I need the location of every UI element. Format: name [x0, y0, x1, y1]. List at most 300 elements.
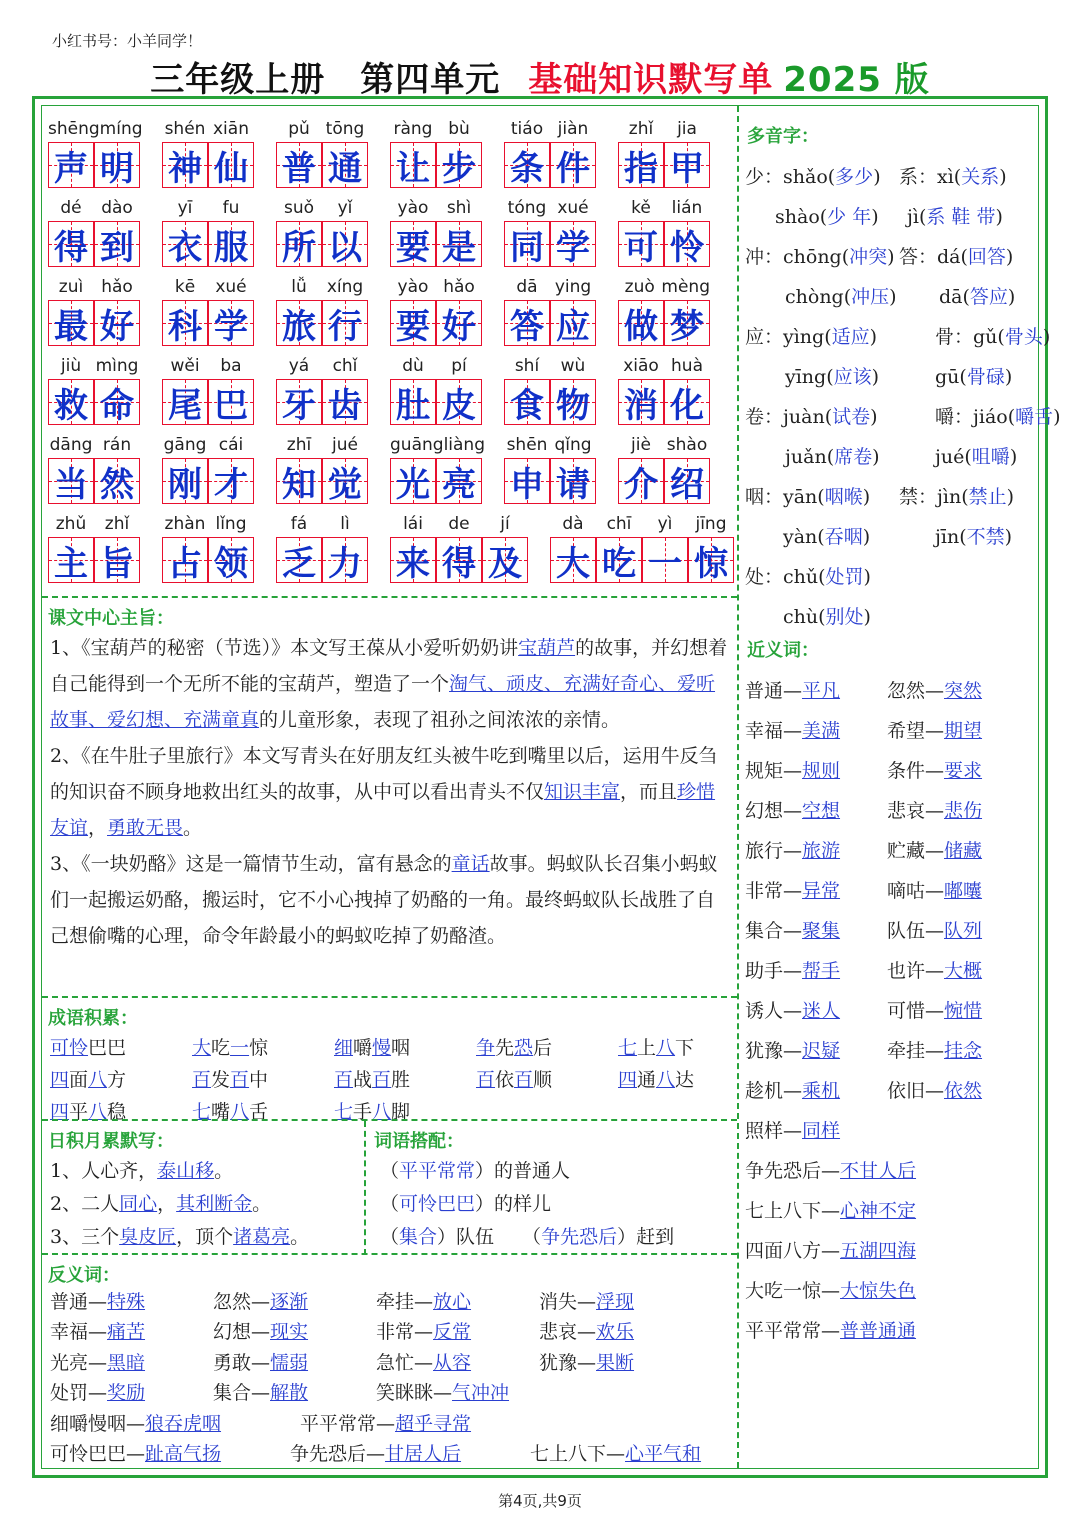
hanzi: 答 [510, 306, 544, 347]
poly-label: 骨：gǔ( [935, 326, 1005, 348]
char-box [276, 221, 322, 267]
poly-label: 卷：juàn( [745, 406, 833, 428]
idiom-part: 战 [353, 1068, 373, 1091]
char-box [436, 458, 482, 504]
word-boxes [48, 300, 140, 346]
poly-item [783, 522, 870, 549]
theme-section [42, 596, 737, 996]
idiom-part: 百 [476, 1068, 496, 1091]
poly-label: 系：xì( [899, 166, 962, 188]
word-pinyin [162, 277, 254, 297]
synonym-answer: 空想 [802, 800, 841, 822]
word-pinyin [504, 435, 596, 455]
poly-label: shào( [775, 206, 828, 228]
pinyin-syllable: zhǐ [104, 514, 130, 534]
poly-item [745, 322, 877, 349]
poly-close: ) [1004, 366, 1013, 388]
char-box [94, 379, 140, 425]
idiom-part: 先 [495, 1036, 515, 1059]
theme-paragraph [50, 846, 730, 954]
theme-text [50, 630, 730, 954]
char-box [550, 300, 596, 346]
synonym-answer: 惋惜 [944, 1000, 983, 1022]
poly-label: dā( [939, 286, 970, 308]
synonym-answer: 普普通通 [840, 1320, 917, 1342]
word-boxes [48, 142, 140, 188]
poly-label: 处：chǔ( [745, 566, 826, 588]
idiom-part: 胜 [391, 1068, 411, 1091]
word-pinyin [48, 356, 140, 376]
hanzi: 当 [54, 464, 88, 505]
antonym-pair [50, 1378, 145, 1405]
word-cell [276, 264, 368, 350]
antonym-word: 七上八下— [530, 1443, 626, 1466]
char-box [94, 458, 140, 504]
idiom [50, 1033, 192, 1060]
word-boxes [618, 300, 710, 346]
synonym-answer: 突然 [944, 680, 983, 702]
idiom-part: 八 [88, 1100, 108, 1123]
pinyin-syllable: shí [514, 356, 540, 376]
synonym-answer: 迟疑 [802, 1040, 841, 1062]
char-box [48, 142, 94, 188]
synonym-word: 趁机— [745, 1080, 803, 1102]
theme-segment: 。 [183, 817, 203, 839]
daily-part: 同心 [119, 1193, 158, 1215]
poly-label: jì( [907, 206, 927, 228]
daily-part: 诸葛亮 [233, 1226, 291, 1248]
char-box [390, 142, 436, 188]
hanzi: 衣 [168, 227, 202, 268]
idiom-part: 中 [249, 1068, 269, 1091]
synonym-word: 悲哀— [887, 800, 945, 822]
hanzi: 巴 [214, 385, 248, 426]
char-box [504, 142, 550, 188]
antonym-word: 细嚼慢咽— [50, 1412, 146, 1435]
char-box [322, 300, 368, 346]
idiom [192, 1033, 334, 1060]
char-box [688, 537, 734, 583]
pinyin-syllable: suǒ [283, 198, 315, 218]
word-boxes [276, 300, 368, 346]
word-cell [390, 264, 482, 350]
word-pinyin [48, 198, 140, 218]
pinyin-syllable: qǐng [554, 435, 592, 455]
antonym-word: 悲哀— [539, 1321, 597, 1344]
char-box [94, 221, 140, 267]
poly-label: juǎn( [785, 446, 835, 468]
pinyin-syllable: tiáo [510, 119, 544, 139]
poly-label: jīn( [935, 526, 967, 548]
idiom-part: 方 [107, 1068, 127, 1091]
antonym-answer: 果断 [596, 1351, 635, 1374]
pinyin-syllable: zuì [58, 277, 84, 297]
hanzi: 主 [54, 543, 88, 584]
word-cell [276, 422, 368, 508]
antonym-answer: 放心 [433, 1290, 472, 1313]
syn-title: 近义词： [747, 640, 819, 661]
idiom-part: 七 [192, 1100, 212, 1123]
poly-close: ) [871, 366, 880, 388]
antonym-pair [376, 1348, 471, 1375]
pinyin-syllable: jiàn [557, 119, 589, 139]
hanzi: 消 [624, 385, 658, 426]
hanzi: 条 [510, 148, 544, 189]
divider [364, 1121, 366, 1255]
hanzi: 仙 [214, 148, 248, 189]
idiom-part: 慢 [372, 1036, 392, 1059]
daily-part: 2、二人 [50, 1193, 120, 1215]
pinyin-syllable: shēn [506, 435, 548, 455]
daily-part: 1、人心齐， [50, 1160, 158, 1182]
word-boxes [550, 537, 734, 583]
pinyin-syllable: jué [332, 435, 358, 455]
synonym-pair [745, 1036, 840, 1063]
hanzi: 及 [488, 543, 522, 584]
poly-word: 吞咽 [824, 526, 863, 548]
synonym-word: 平平常常— [745, 1320, 841, 1342]
poly-word: 冲压 [851, 286, 890, 308]
poly-label: gū( [935, 366, 967, 388]
daily-part: 臭皮匠 [119, 1226, 177, 1248]
antonym-answer: 黑暗 [107, 1351, 146, 1374]
hanzi: 梦 [670, 306, 704, 347]
pinyin-syllable: zhǐ [628, 119, 654, 139]
poly-close: ) [1006, 486, 1015, 508]
synonym-pair [887, 956, 982, 983]
hanzi: 救 [54, 385, 88, 426]
word-boxes [276, 537, 368, 583]
daily-item [50, 1188, 309, 1221]
word-boxes [162, 537, 254, 583]
idiom-part: 八 [230, 1100, 250, 1123]
hanzi: 是 [442, 227, 476, 268]
pinyin-syllable: fu [222, 198, 240, 218]
synonym-answer: 心神不定 [840, 1200, 917, 1222]
synonym-pair [745, 916, 840, 943]
word-pinyin [276, 356, 368, 376]
word-boxes [504, 300, 596, 346]
poly-close: ) [863, 606, 871, 628]
idiom-part: 一 [230, 1036, 250, 1059]
poly-item [907, 202, 1003, 229]
idiom-part: 恐 [514, 1036, 534, 1059]
char-box [162, 537, 208, 583]
synonym-pair [887, 996, 982, 1023]
poly-item [899, 482, 1014, 509]
antonym-answer: 趾高气扬 [145, 1443, 222, 1466]
synonym-answer: 帮手 [802, 960, 841, 982]
antonym-pair [50, 1287, 145, 1314]
pinyin-syllable: dā [516, 277, 538, 297]
match-list [380, 1155, 674, 1254]
word-cell [618, 106, 710, 192]
antonym-pair [530, 1439, 701, 1466]
antonym-pair [376, 1287, 471, 1314]
word-pinyin [162, 435, 254, 455]
antonym-answer: 现实 [270, 1321, 309, 1344]
synonym-idiom-pair [745, 1316, 916, 1343]
poly-item [745, 482, 870, 509]
word-pinyin [162, 198, 254, 218]
synonym-pair [887, 676, 982, 703]
hanzi: 行 [328, 306, 362, 347]
hanzi: 惊 [694, 543, 728, 584]
char-box [390, 537, 436, 583]
pinyin-syllable: yì [657, 514, 673, 534]
word-cell [48, 264, 140, 350]
right-column [737, 106, 1061, 1468]
left-column [42, 106, 737, 1468]
pinyin-syllable: zhàn [164, 514, 206, 534]
synonym-word: 可惜— [887, 1000, 945, 1022]
idiom-part: 四 [50, 1100, 70, 1123]
idiom-part: 依 [495, 1068, 515, 1091]
char-box [550, 537, 596, 583]
poly-item [745, 242, 895, 269]
antonym-word: 非常— [376, 1321, 434, 1344]
char-box [664, 142, 710, 188]
match-part: ）的样儿 [475, 1193, 552, 1215]
source-label: 小红书号：小羊同学！ [52, 32, 203, 50]
pinyin-syllable: yǐ [337, 198, 353, 218]
word-boxes [390, 300, 482, 346]
theme-title: 课文中心主旨： [48, 608, 174, 629]
daily-part: 。 [252, 1193, 272, 1215]
char-box [596, 537, 642, 583]
antonym-word: 急忙— [376, 1351, 434, 1374]
antonym-word: 幸福— [50, 1321, 108, 1344]
pinyin-syllable: huà [671, 356, 703, 376]
synonym-word: 争先恐后— [745, 1160, 841, 1182]
word-boxes [618, 458, 710, 504]
pinyin-syllable: zhǔ [55, 514, 87, 534]
idiom-part: 巴巴 [88, 1036, 127, 1059]
antonym-answer: 懦弱 [270, 1351, 309, 1374]
word-boxes [618, 221, 710, 267]
pinyin-syllable: tōng [325, 119, 365, 139]
poly-close: ) [1007, 286, 1016, 308]
idiom-part: 嚼 [353, 1036, 373, 1059]
word-pinyin [390, 356, 482, 376]
antonym-answer: 从容 [433, 1351, 472, 1374]
idiom-part: 七 [618, 1036, 638, 1059]
pinyin-syllable: jiù [60, 356, 82, 376]
synonym-word: 助手— [745, 960, 803, 982]
synonym-pair [887, 836, 982, 863]
word-pinyin [618, 435, 710, 455]
pinyin-syllable: de [448, 514, 470, 534]
pinyin-syllable: lián [671, 198, 703, 218]
word-boxes [276, 221, 368, 267]
char-box [664, 379, 710, 425]
synonym-pair [745, 876, 840, 903]
poly-item [783, 602, 871, 629]
antonyms-section [42, 1253, 737, 1475]
idiom-part: 百 [192, 1068, 212, 1091]
char-box [322, 221, 368, 267]
pinyin-syllable: hǎo [443, 277, 475, 297]
synonym-word: 集合— [745, 920, 803, 942]
synonym-word: 幸福— [745, 720, 803, 742]
word-cell [48, 185, 140, 271]
word-pinyin [390, 119, 482, 139]
char-box [618, 379, 664, 425]
idiom-part: 八 [656, 1068, 676, 1091]
idiom-part: 发 [211, 1068, 231, 1091]
hanzi: 要 [396, 306, 430, 347]
hanzi: 命 [100, 385, 134, 426]
poly-word: 咀嚼 [971, 446, 1010, 468]
hanzi: 学 [556, 227, 590, 268]
daily-title: 日积月累默写： [48, 1131, 174, 1152]
poly-close: ) [887, 246, 895, 268]
word-boxes [390, 142, 482, 188]
word-boxes [390, 458, 482, 504]
synonym-answer: 依然 [944, 1080, 983, 1102]
pinyin-syllable: chī [606, 514, 632, 534]
poly-close: ) [995, 206, 1003, 228]
hanzi: 件 [556, 148, 590, 189]
synonym-answer: 期望 [944, 720, 983, 742]
word-boxes [390, 221, 482, 267]
pinyin-syllable: dé [60, 198, 82, 218]
synonym-answer: 大概 [944, 960, 983, 982]
idiom-part: 舌 [249, 1100, 269, 1123]
hanzi: 神 [168, 148, 202, 189]
poly-item [939, 282, 1015, 309]
hanzi: 指 [624, 148, 658, 189]
word-boxes [276, 142, 368, 188]
hanzi: 应 [556, 306, 590, 347]
match-part: 争先恐后 [541, 1226, 618, 1248]
char-box [322, 142, 368, 188]
daily-part: 泰山移 [157, 1160, 215, 1182]
synonym-pair [887, 756, 982, 783]
pinyin-syllable: zuò [624, 277, 655, 297]
poly-word: 别处 [825, 606, 864, 628]
word-pinyin [618, 277, 710, 297]
poly-close: ) [1009, 446, 1018, 468]
theme-segment: 的儿童形象，表现了祖孙之间浓浓的亲情。 [259, 709, 621, 731]
synonym-pair [887, 916, 982, 943]
hanzi: 乏 [282, 543, 316, 584]
pinyin-syllable: dù [402, 356, 424, 376]
idiom-part: 后 [533, 1036, 553, 1059]
antonym-word: 忽然— [213, 1290, 271, 1313]
word-boxes [504, 458, 596, 504]
idiom-part: 脚 [391, 1100, 411, 1123]
synonym-pair [887, 876, 982, 903]
theme-segment: 童话 [451, 853, 490, 875]
antonym-pair [300, 1409, 471, 1436]
page-number: 第4页,共9页 [498, 1492, 582, 1510]
synonym-word: 依旧— [887, 1080, 945, 1102]
hanzi: 学 [214, 306, 248, 347]
idiom-part: 下 [675, 1036, 695, 1059]
theme-segment: 淘气、顽皮、充满好奇心、爱听故事、爱幻想、充满童真 [50, 673, 716, 731]
pinyin-syllable: lì [340, 514, 350, 534]
match-part: ）赶到 [617, 1226, 675, 1248]
pinyin-syllable: yá [288, 356, 310, 376]
word-boxes [504, 221, 596, 267]
word-cell [504, 106, 596, 192]
idiom [50, 1065, 192, 1092]
hanzi: 所 [282, 227, 316, 268]
synonym-pair [887, 796, 982, 823]
antonym-answer: 痛苦 [107, 1321, 146, 1344]
match-part: （ [380, 1226, 400, 1248]
word-cell [162, 185, 254, 271]
word-pinyin [276, 435, 368, 455]
synonym-answer: 五湖四海 [840, 1240, 917, 1262]
synonym-answer: 美满 [802, 720, 841, 742]
idiom-part: 达 [675, 1068, 695, 1091]
pinyin-syllable: dāng [49, 435, 93, 455]
hanzi: 占 [168, 543, 202, 584]
synonym-answer: 队列 [944, 920, 983, 942]
idiom-part: 四 [618, 1068, 638, 1091]
hanzi: 觉 [328, 464, 362, 505]
pinyin-syllable: shēngmíng [48, 119, 143, 139]
pinyin-syllable: zhī [286, 435, 312, 455]
pinyin-syllable: dà [562, 514, 584, 534]
antonym-answer: 气冲冲 [452, 1382, 510, 1405]
pinyin-syllable: kě [631, 198, 651, 218]
hanzi: 旅 [282, 306, 316, 347]
antonym-word: 笑眯眯— [376, 1382, 453, 1405]
poly-close: ) [1004, 526, 1013, 548]
antonym-word: 争先恐后— [290, 1443, 386, 1466]
poly-item [935, 442, 1017, 469]
antonym-pair [539, 1348, 634, 1375]
antonyms-title: 反义词： [48, 1265, 120, 1286]
theme-segment: 2、《在牛肚子里旅行》本文写青头在好朋友红头被牛吃到嘴里以后，运用牛反刍的知识奋不顾身地救出红头的故事，从中可以看出青头不仅 [50, 745, 718, 803]
word-boxes [162, 142, 254, 188]
idiom-part: 八 [656, 1036, 676, 1059]
char-box [208, 379, 254, 425]
char-box [550, 221, 596, 267]
synonym-answer: 迷人 [802, 1000, 841, 1022]
char-box [504, 300, 550, 346]
char-box [276, 379, 322, 425]
pinyin-syllable: bù [448, 119, 470, 139]
synonym-answer: 聚集 [802, 920, 841, 942]
char-box [482, 537, 528, 583]
char-box [48, 537, 94, 583]
word-pinyin [276, 277, 368, 297]
antonym-word: 勇敢— [213, 1351, 271, 1374]
daily-part: 。 [290, 1226, 310, 1248]
antonym-pair [213, 1317, 308, 1344]
antonym-pair [376, 1378, 509, 1405]
word-cell [504, 422, 596, 508]
word-pinyin [48, 435, 140, 455]
synonym-pair [745, 836, 840, 863]
hanzi: 齿 [328, 385, 362, 426]
pinyin-syllable: kē [174, 277, 196, 297]
worksheet-frame [32, 96, 1061, 1478]
word-pinyin [48, 119, 143, 139]
char-box [322, 458, 368, 504]
word-cell [504, 264, 596, 350]
poly-close: ) [869, 326, 878, 348]
char-box [94, 142, 140, 188]
synonym-pair [745, 796, 840, 823]
title-part1: 三年级上册 第四单元 [150, 60, 501, 100]
match-part: 集合 [399, 1226, 438, 1248]
idiom-part: 可怜 [50, 1036, 89, 1059]
